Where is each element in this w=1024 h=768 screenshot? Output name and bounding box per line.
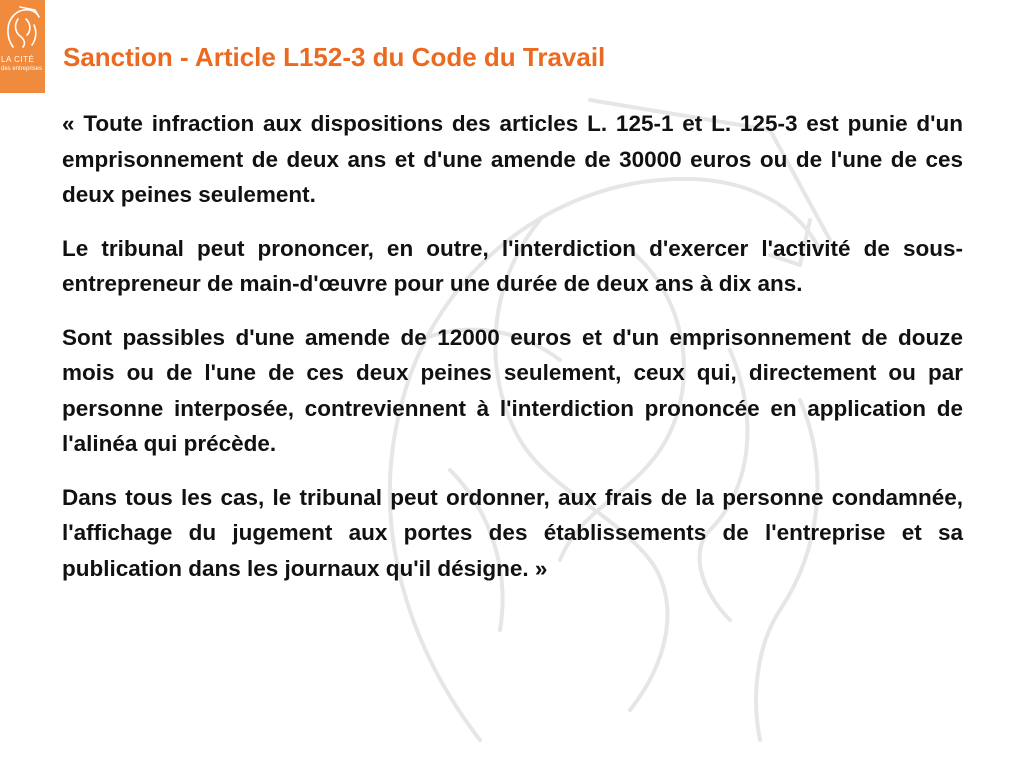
paragraph-4: Dans tous les cas, le tribunal peut ordonner, aux frais de la personne condamnée, l'affichage du jugement aux portes des établissements de l'entreprise et sa publication dans les journaux qu'il désigne. » <box>62 484 963 581</box>
paragraph-2: Le tribunal peut prononcer, en outre, l'interdiction d'exercer l'activité de sous-entrepreneur de main-d'œuvre pour une durée de deux ans à dix ans. <box>62 235 963 296</box>
slide-body <box>62 106 963 604</box>
brand-logo <box>0 0 45 93</box>
logo-text-line-1: LA CITÉ <box>1 55 35 64</box>
paragraph-3: Sont passibles d'une amende de 12000 euros et d'un emprisonnement de douze mois ou de l'une de ces deux peines seulement, ceux qui, directement ou par personne interposée, contreviennent à l'interdiction prononcée en application de l'alinéa qui précède. <box>62 324 963 456</box>
logo-text <box>1 56 45 72</box>
cite-logo-icon <box>3 5 42 49</box>
paragraph-1: « Toute infraction aux dispositions des articles L. 125-1 et L. 125-3 est punie d'un emprisonnement de deux ans et d'une amende de 30000 euros ou de l'une de ces deux peines seulement. <box>62 111 963 207</box>
logo-text-line-2: des entreprises <box>1 66 43 72</box>
slide-title: Sanction - Article L152-3 du Code du Travail <box>63 42 606 72</box>
